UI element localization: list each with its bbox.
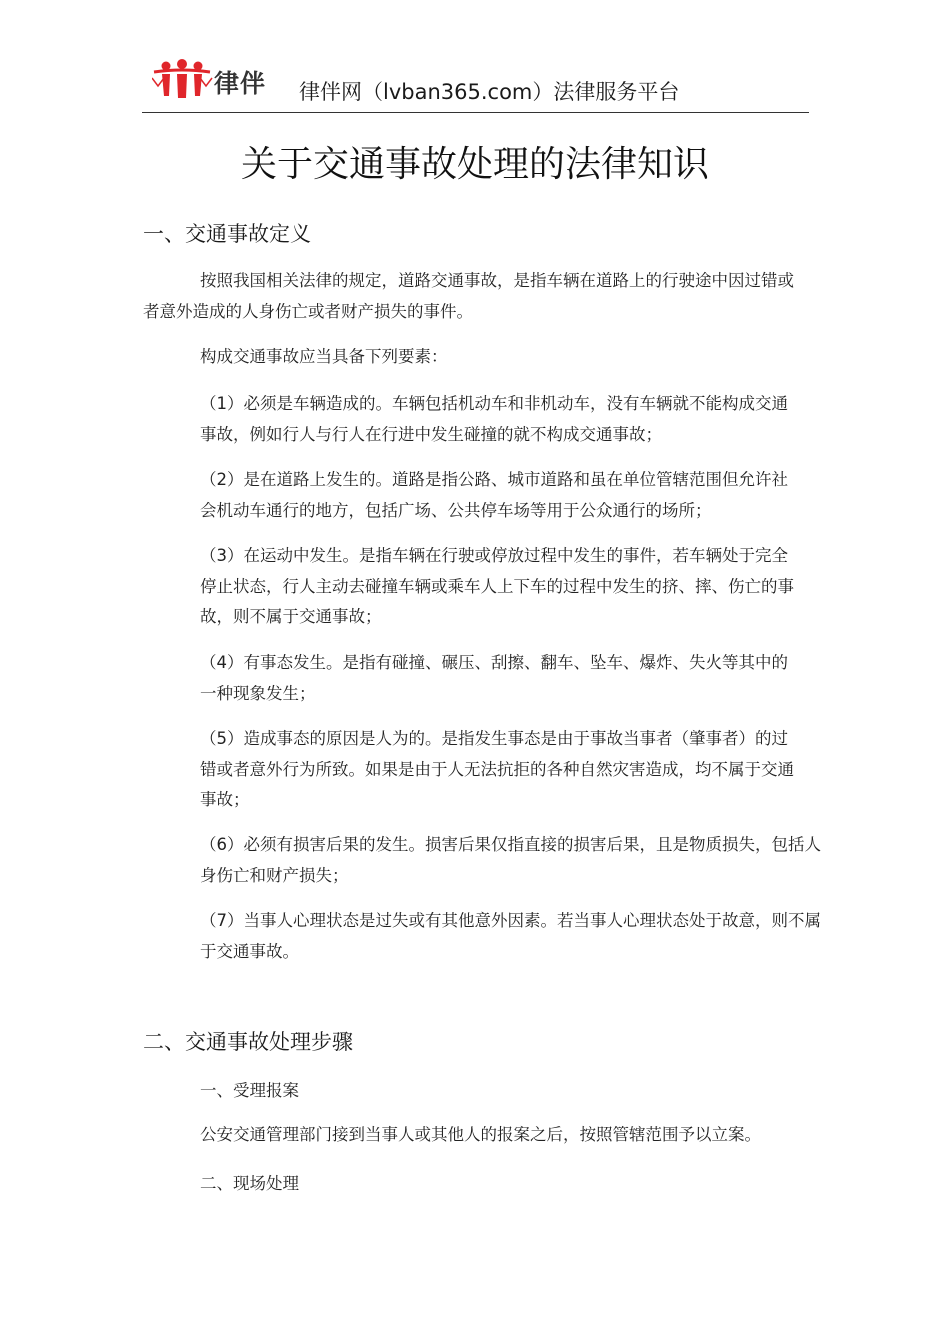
logo-text: 律伴 (214, 69, 267, 98)
step-title: 二、现场处理 (200, 1174, 299, 1193)
list-item: （6）必须有损害后果的发生。损害后果仅指直接的损害后果，且是物质损失，包括人身伤亡和财产损失； (200, 835, 821, 885)
section-heading-definition: 一、交通事故定义 (143, 222, 311, 246)
list-item: （2）是在道路上发生的。道路是指公路、城市道路和虽在单位管辖范围但允许社会机动车通行的地方，包括广场、公共停车场等用于公众通行的场所； (200, 470, 788, 520)
page-header (142, 56, 809, 112)
site-title: 律伴网（lvban365.com）法律服务平台 (299, 80, 680, 104)
list-item: （5）造成事态的原因是人为的。是指发生事态是由于事故当事者（肇事者）的过错或者意外行为所致。如果是由于人无法抗拒的各种自然灾害造成，均不属于交通事故； (200, 729, 794, 809)
step-title: 一、受理报案 (200, 1081, 299, 1100)
list-item: （3）在运动中发生。是指车辆在行驶或停放过程中发生的事件，若车辆处于完全停止状态，行人主动去碰撞车辆或乘车人上下车的过程中发生的挤、摔、伤亡的事故，则不属于交通事故； (200, 546, 794, 626)
list-item: （1）必须是车辆造成的。车辆包括机动车和非机动车，没有车辆就不能构成交通事故，例如行人与行人在行进中发生碰撞的就不构成交通事故； (200, 394, 788, 444)
header-divider (142, 112, 809, 113)
step-text: 公安交通管理部门接到当事人或其他人的报案之后，按照管辖范围予以立案。 (200, 1125, 761, 1144)
list-item: （7）当事人心理状态是过失或有其他意外因素。若当事人心理状态处于故意，则不属于交通事故。 (200, 911, 821, 961)
document-title: 关于交通事故处理的法律知识 (240, 144, 709, 185)
definition-paragraph: 按照我国相关法律的规定，道路交通事故，是指车辆在道路上的行驶途中因过错或者意外造成的人身伤亡或者财产损失的事件。 (143, 271, 794, 321)
elements-lead: 构成交通事故应当具备下列要素： (200, 347, 448, 366)
list-item: （4）有事态发生。是指有碰撞、碾压、刮擦、翻车、坠车、爆炸、失火等其中的一种现象发生； (200, 653, 788, 703)
section-heading-steps: 二、交通事故处理步骤 (143, 1030, 353, 1054)
